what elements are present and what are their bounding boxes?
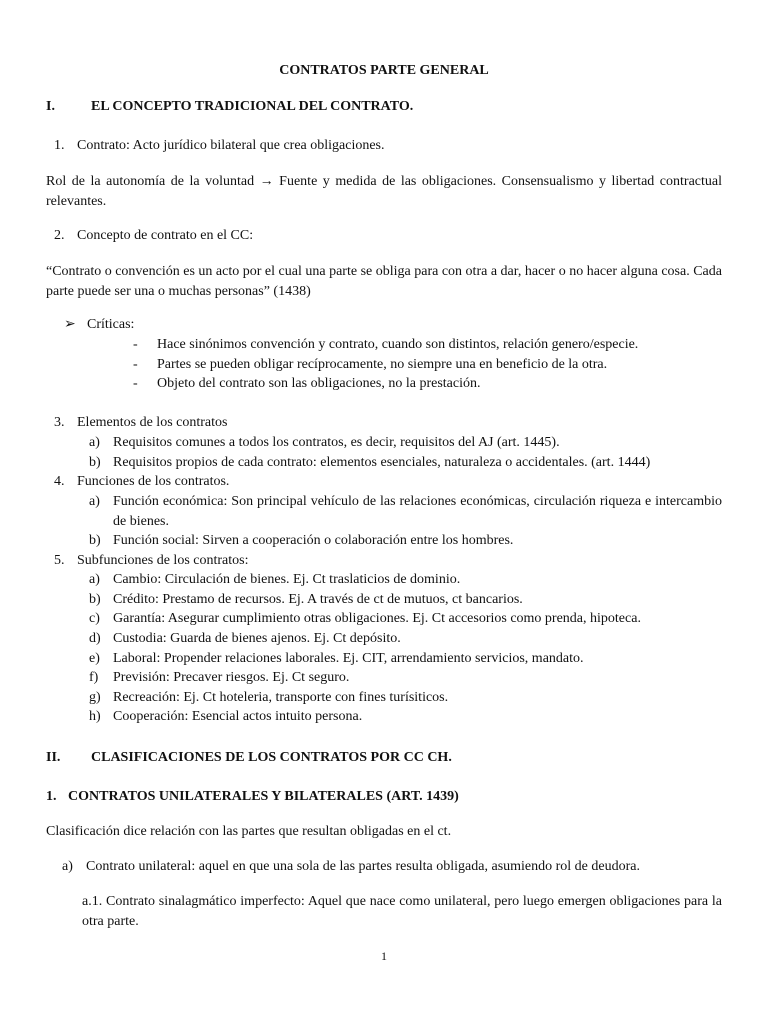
sub-item-text: Cambio: Circulación de bienes. Ej. Ct traslaticios de dominio. bbox=[113, 572, 461, 587]
dash-bullet: - bbox=[133, 357, 138, 372]
item-3-text: Elementos de los contratos bbox=[77, 415, 228, 430]
sub-item-text: Garantía: Asegurar cumplimiento otras obligaciones. Ej. Ct accesorios como prenda, hipoteca. bbox=[113, 611, 641, 626]
section-2-title: CLASIFICACIONES DE LOS CONTRATOS POR CC CH. bbox=[91, 750, 452, 765]
dash-bullet: - bbox=[133, 337, 138, 352]
subsection-1-number: 1. bbox=[46, 789, 57, 804]
sub-item-text: Laboral: Propender relaciones laborales. Ej. CIT, arrendamiento servicios, mandato. bbox=[113, 651, 584, 666]
sub-item-letter: e) bbox=[89, 651, 100, 666]
item-1-text: Contrato: Acto jurídico bilateral que crea obligaciones. bbox=[77, 138, 385, 153]
sub-item-letter: a) bbox=[89, 494, 100, 509]
item-4-number: 4. bbox=[54, 474, 65, 489]
item-3-number: 3. bbox=[54, 415, 65, 430]
sub-item-letter: a) bbox=[89, 435, 100, 450]
sub-item-letter: h) bbox=[89, 709, 101, 724]
rol-paragraph: Rol de la autonomía de la voluntad → Fuente y medida de las obligaciones. Consensualismo y libertad contractual relevantes. bbox=[46, 174, 722, 209]
page-number: 1 bbox=[381, 949, 387, 963]
section-1-title: EL CONCEPTO TRADICIONAL DEL CONTRATO. bbox=[91, 99, 414, 114]
sub-item-text: Cooperación: Esencial actos intuito persona. bbox=[113, 709, 363, 724]
sub-item-letter: b) bbox=[89, 455, 101, 470]
sub-item-letter: g) bbox=[89, 690, 101, 705]
arrow-bullet-icon: ➢ bbox=[64, 317, 76, 332]
sub-item-text: Requisitos propios de cada contrato: elementos esenciales, naturaleza o accidentales. (art. 1444) bbox=[113, 455, 651, 470]
item-4-text: Funciones de los contratos. bbox=[77, 474, 230, 489]
item-2-text: Concepto de contrato en el CC: bbox=[77, 228, 254, 243]
item-2-number: 2. bbox=[54, 228, 65, 243]
sub-item-letter: b) bbox=[89, 592, 101, 607]
item-5-number: 5. bbox=[54, 553, 65, 568]
section-2-number: II. bbox=[46, 750, 61, 765]
sub-item-text: Función social: Sirven a cooperación o colaboración entre los hombres. bbox=[113, 533, 514, 548]
sub-item-letter: f) bbox=[89, 670, 99, 685]
critica-item: Partes se pueden obligar recíprocamente, no siempre una en beneficio de la otra. bbox=[157, 357, 608, 372]
item-a-letter: a) bbox=[62, 859, 73, 874]
item-1-number: 1. bbox=[54, 138, 65, 153]
a1-paragraph: a.1. Contrato sinalagmático imperfecto: Aquel que nace como unilateral, pero luego emergen obligaciones para la otra parte. bbox=[82, 894, 722, 929]
item-a-text: Contrato unilateral: aquel en que una sola de las partes resulta obligada, asumiendo rol de deudora. bbox=[86, 859, 640, 874]
item-5-text: Subfunciones de los contratos: bbox=[77, 553, 249, 568]
sub-item-text: Recreación: Ej. Ct hoteleria, transporte con fines turísiticos. bbox=[113, 690, 449, 705]
document-title: CONTRATOS PARTE GENERAL bbox=[279, 63, 489, 78]
subsection-1-title: CONTRATOS UNILATERALES Y BILATERALES (ART. 1439) bbox=[68, 789, 459, 804]
clasificacion-paragraph: Clasificación dice relación con las partes que resultan obligadas en el ct. bbox=[46, 824, 452, 839]
sub-item-letter: b) bbox=[89, 533, 101, 548]
section-1-number: I. bbox=[46, 99, 55, 114]
sub-item-letter: d) bbox=[89, 631, 101, 646]
criticas-label: Críticas: bbox=[87, 317, 135, 332]
sub-item-text: Custodia: Guarda de bienes ajenos. Ej. Ct depósito. bbox=[113, 631, 401, 646]
critica-item: Objeto del contrato son las obligaciones, no la prestación. bbox=[157, 376, 481, 391]
sub-item-text: Crédito: Prestamo de recursos. Ej. A través de ct de mutuos, ct bancarios. bbox=[113, 592, 523, 607]
dash-bullet: - bbox=[133, 376, 138, 391]
sub-item-text: Previsión: Precaver riesgos. Ej. Ct seguro. bbox=[113, 670, 350, 685]
sub-item-text: Función económica: Son principal vehículo de las relaciones económicas, circulación riqueza e intercambio de bienes. bbox=[113, 494, 722, 529]
contract-definition-quote: “Contrato o convención es un acto por el cual una parte se obliga para con otra a dar, hacer o no hacer alguna cosa. Cada parte puede ser una o muchas personas” (1438) bbox=[46, 264, 722, 299]
sub-item-letter: a) bbox=[89, 572, 100, 587]
critica-item: Hace sinónimos convención y contrato, cuando son distintos, relación genero/especie. bbox=[157, 337, 639, 352]
sub-item-letter: c) bbox=[89, 611, 100, 626]
sub-item-text: Requisitos comunes a todos los contratos, es decir, requisitos del AJ (art. 1445). bbox=[113, 435, 560, 450]
